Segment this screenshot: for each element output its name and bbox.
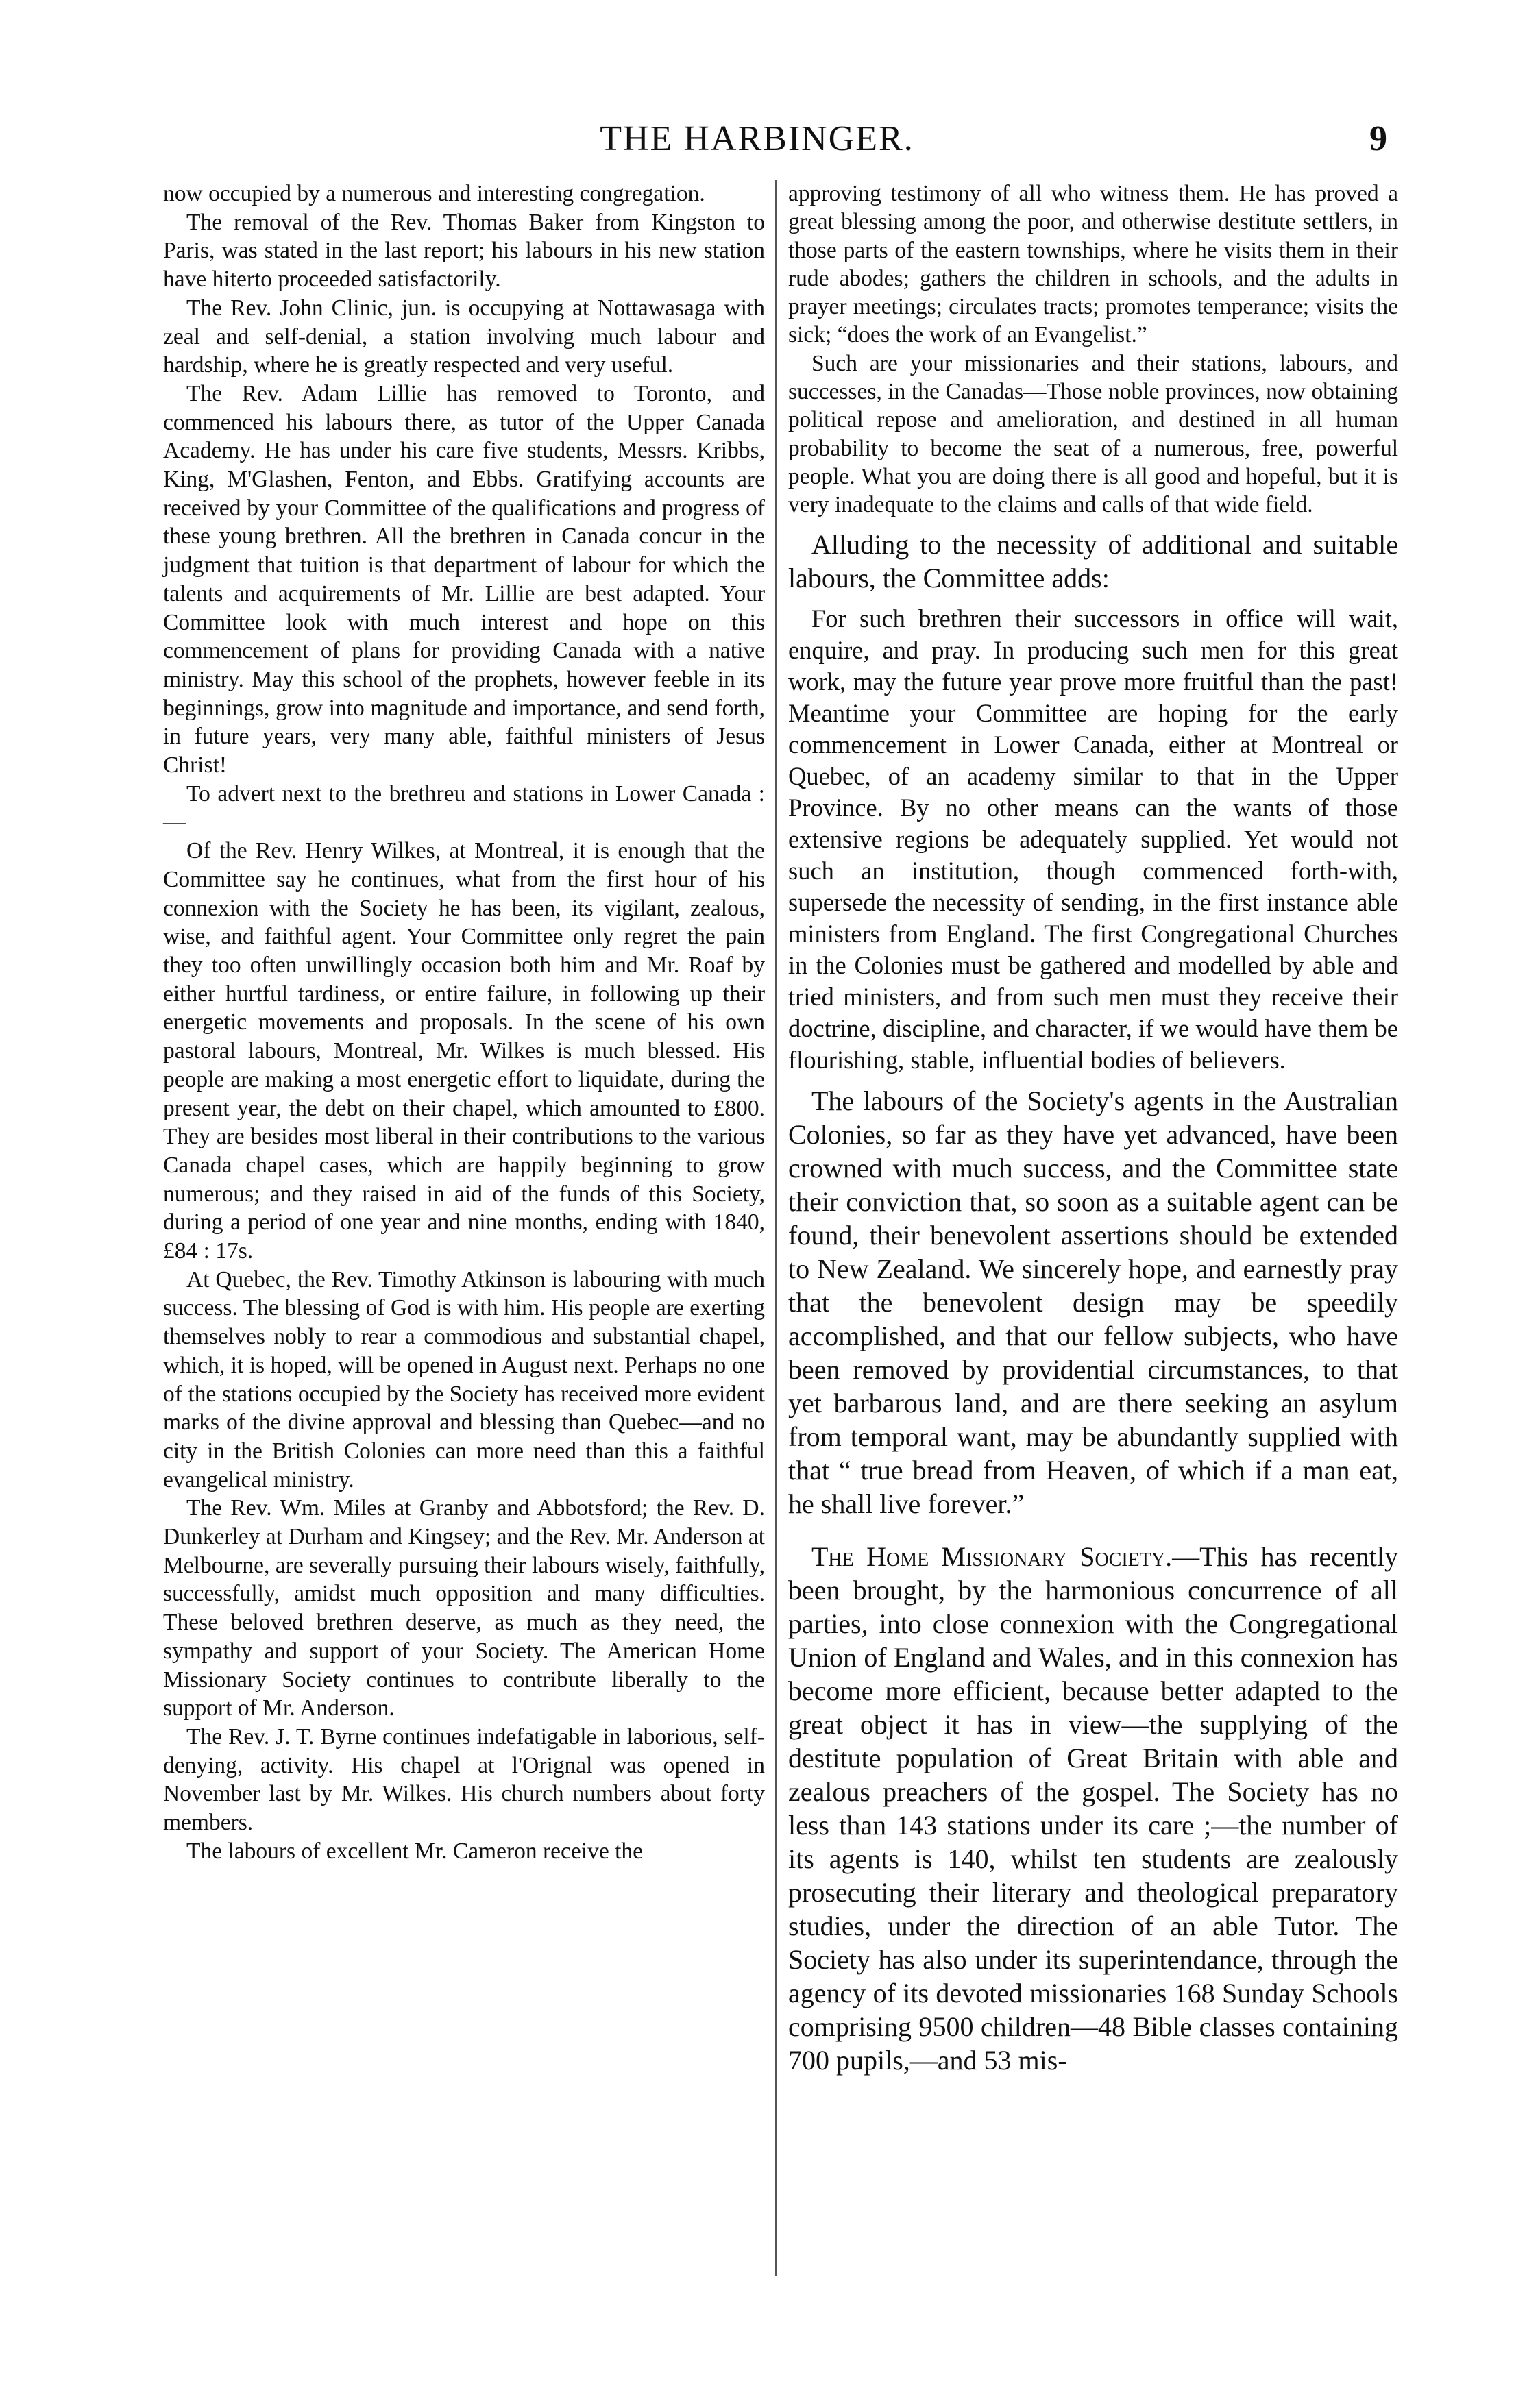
right-paragraph-6-text: —This has recently been brought, by the harmonious concurrence of all parties, into close connexion with the Congregational Union of England and Wales, and in this connexion has become more efficient, because better adapted to the great object it has in view—the supplying of the destitute population of Great Britain with able and zealous preachers of the gospel. The Society has no less than 143 stations under its care ;—the number of its agents is 140, whilst ten students are zealously prosecuting their literary and theological preparatory studies, under the direction of an able Tutor. The Society has also under its superintendance, through the agency of its devoted missionaries 168 Sunday Schools comprising 9500 children—48 Bible classes containing 700 pupils,—and 53 mis- (788, 1540, 1398, 2076)
section-heading: The Home Missionary Society. (811, 1540, 1173, 1572)
right-column (788, 180, 1398, 2077)
left-column (163, 180, 765, 1865)
left-paragraph-4: The Rev. Adam Lillie has removed to Toronto, and commenced his labours there, as tutor of the Upper Canada Academy. He has under his care five students, Messrs. Kribbs, King, M'Glashen, Fenton, and Ebbs. Gratifying accounts are received by your Committee of the qualifications and progress of these young brethren. All the brethren in Canada concur in the judgment that tuition is that department of labour for which the talents and acquirements of Mr. Lillie are best adapted. Your Committee look with much interest and hope on this commencement of plans for providing Canada with a native ministry. May this school of the prophets, however feeble in its beginnings, grow into magnitude and importance, and send forth, in future years, very many able, faithful ministers of Jesus Christ! (163, 380, 765, 778)
right-paragraph-3: Alluding to the necessity of additional and suitable labours, the Committee adds: (788, 528, 1398, 593)
right-paragraph-2: Such are your missionaries and their stations, labours, and successes, in the Canadas—Those noble provinces, now obtaining political repose and amelioration, and destined in all human probability to become the seat of a numerous, free, powerful people. What you are doing there is all good and hopeful, but it is very inadequate to the claims and calls of that wide field. (788, 350, 1398, 518)
left-paragraph-3: The Rev. John Clinic, jun. is occupying at Nottawasaga with zeal and self-denial, a station involving much labour and hardship, where he is greatly respected and very useful. (163, 295, 765, 378)
left-paragraph-10: The labours of excellent Mr. Cameron receive the (186, 1838, 644, 1864)
right-paragraph-6 (788, 1540, 1398, 2077)
left-paragraph-7: At Quebec, the Rev. Timothy Atkinson is labouring with much success. The blessing of God is with him. His people are exerting themselves nobly to rear a commodious and substantial chapel, which, it is hoped, will be opened in August next. Perhaps no one of the stations occupied by the Society has received more evident marks of the divine approval and blessing than Quebec—and no city in the British Colonies can more need than this a faithful evangelical ministry. (163, 1266, 765, 1492)
right-paragraph-5: The labours of the Society's agents in the Australian Colonies, so far as they have yet advanced, have been crowned with much success, and the Committee state their conviction that, so soon as a suitable agent can be found, their benevolent assertions should be extended to New Zealand. We sincerely hope, and earnestly pray that the benevolent design may be speedily accomplished, and that our fellow subjects, who have been removed by providential circumstances, to that yet barbarous land, and are there seeking an asylum from temporal want, may be abundantly supplied with that “ true bread from Heaven, of which if a man eat, he shall live forever.” (788, 1085, 1398, 1519)
left-paragraph-6: Of the Rev. Henry Wilkes, at Montreal, it is enough that the Committee say he continues, what from the first hour of his connexion with the Society he has been, its vigilant, zealous, wise, and faithful agent. Your Committee only regret the pain they too often unwillingly occasion both him and Mr. Roaf by either hurtful tardiness, or entire failure, in following up their energetic movements and proposals. In the scene of his own pastoral labours, Montreal, Mr. Wilkes is much blessed. His people are making a most energetic effort to liquidate, during the present year, the debt on their chapel, which amounted to £800. They are besides most liberal in their contributions to the various Canada chapel cases, which are happily beginning to grow numerous; and they raised in aid of the funds of this Society, during a period of one year and nine months, ending with 1840, £84 : 17s. (163, 838, 765, 1264)
left-paragraph-9: The Rev. J. T. Byrne continues indefatigable in laborious, self-denying, activity. His chapel at l'Orignal was opened in November last by Mr. Wilkes. His church numbers about forty members. (163, 1723, 765, 1836)
right-paragraph-1: approving testimony of all who witness them. He has proved a great blessing among the poor, and otherwise destitute settlers, in those parts of the eastern townships, where he visits them in their rude abodes; gathers the children in schools, and the adults in prayer meetings; circulates tracts; promotes temperance; visits the sick; “does the work of an Evangelist.” (788, 181, 1398, 348)
column-divider (775, 180, 777, 2276)
running-head (0, 115, 1514, 163)
right-paragraph-4: For such brethren their successors in office will wait, enquire, and pray. In producing such men for this great work, may the future year prove more fruitful than the past! Meantime your Committee are hoping for the early commencement in Lower Canada, either at Montreal or Quebec, of an academy similar to that in the Upper Province. By no other means can the wants of those extensive regions be adequately supplied. Yet would not such an institution, though commenced forth-with, supersede the necessity of sending, in the first instance able ministers from England. The first Congregational Churches in the Colonies must be gathered and modelled by able and tried ministers, and from such men must they receive their doctrine, discipline, and character, if we would have them be flourishing, stable, influential bodies of believers. (788, 604, 1398, 1074)
running-title: THE HARBINGER. (600, 119, 914, 158)
left-paragraph-5: To advert next to the brethreu and stations in Lower Canada :— (163, 781, 765, 835)
left-paragraph-2: The removal of the Rev. Thomas Baker from Kingston to Paris, was stated in the last report; his labours in his new station have hiterto proceeded satisfactorily. (163, 209, 765, 293)
left-paragraph-1: now occupied by a numerous and interesting congregation. (163, 181, 705, 206)
page-number: 9 (1369, 119, 1387, 158)
left-paragraph-8: The Rev. Wm. Miles at Granby and Abbotsford; the Rev. D. Dunkerley at Durham and Kingsey; and the Rev. Mr. Anderson at Melbourne, are severally pursuing their labours wisely, faithfully, successfully, amidst much opposition and many difficulties. These beloved brethren deserve, as much as they need, the sympathy and support of your Society. The American Home Missionary Society continues to contribute liberally to the support of Mr. Anderson. (163, 1495, 765, 1721)
